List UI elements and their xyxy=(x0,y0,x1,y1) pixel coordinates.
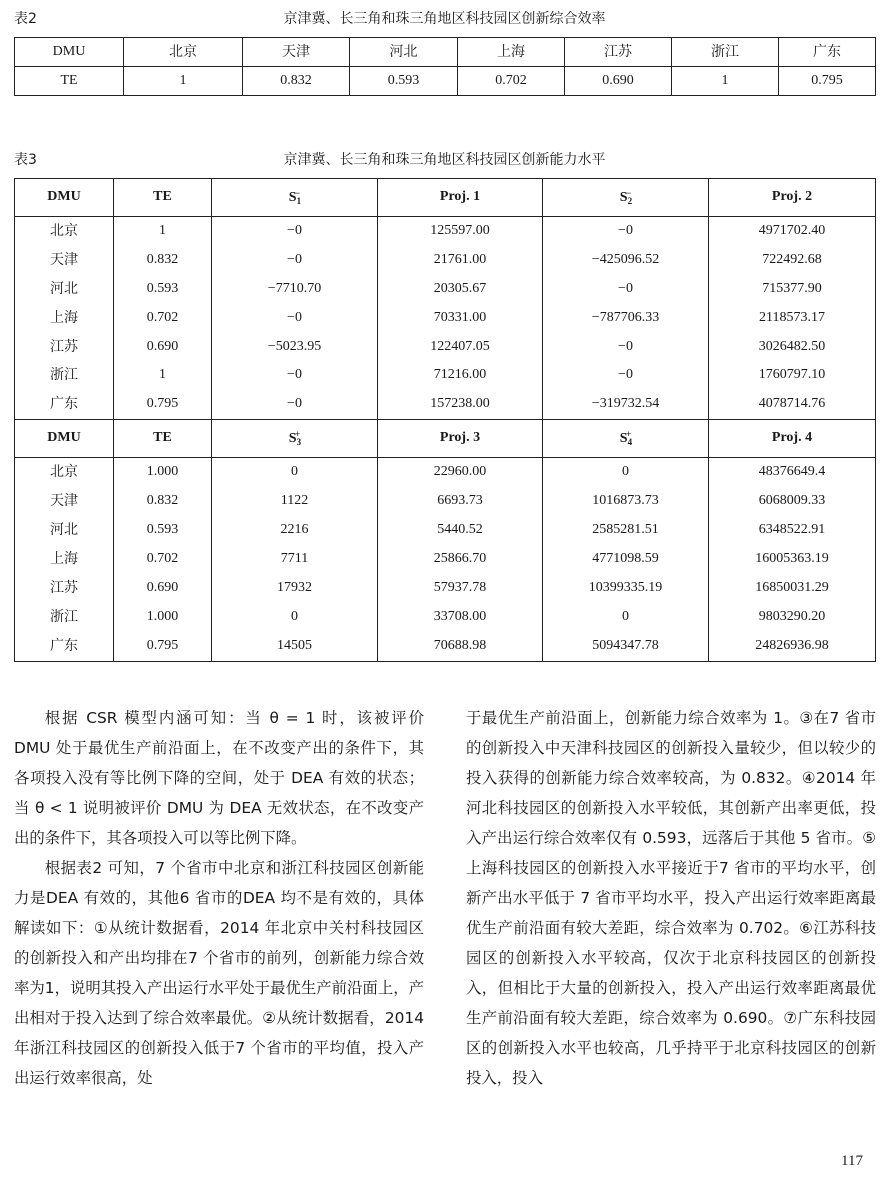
table3-cell: −5023.95 xyxy=(212,333,378,362)
table2-cell: 0.593 xyxy=(350,67,458,96)
table3-cell: 17932 xyxy=(212,574,378,603)
col-dmu: DMU xyxy=(15,420,114,458)
col-proj1: Proj. 1 xyxy=(378,179,543,217)
table3-cell: −425096.52 xyxy=(543,246,709,275)
table3-cell: −0 xyxy=(543,275,709,304)
table2-header-cell: 河北 xyxy=(350,38,458,67)
table3-cell: −0 xyxy=(212,304,378,333)
table2-cell: 0.690 xyxy=(565,67,672,96)
table3-cell: 1122 xyxy=(212,487,378,516)
table3-cell: 6693.73 xyxy=(378,487,543,516)
table3-cell: 1 xyxy=(114,361,212,390)
col-proj4: Proj. 4 xyxy=(709,420,876,458)
province-cell: 江苏 xyxy=(15,574,114,603)
table3-cell: 0.690 xyxy=(114,333,212,362)
table3-cell: 5440.52 xyxy=(378,516,543,545)
table3-cell: 0 xyxy=(212,458,378,487)
table3-cell: 14505 xyxy=(212,632,378,661)
table3-cell: 10399335.19 xyxy=(543,574,709,603)
table-row xyxy=(15,246,876,275)
table3-cell: −787706.33 xyxy=(543,304,709,333)
table3-cell: 1.000 xyxy=(114,603,212,632)
paragraph: 于最优生产前沿面上，创新能力综合效率为 1。③在7 省市的创新投入中天津科技园区的创新投入量较少，但以较少的投入获得的创新能力综合效率较高，为 0.832。④2014 年河北科技园区的创新投入水平较低，其创新产出率更低，投入产出运行综合效率仅有 0.593，远落后于其他 5 省市。⑤上海科技园区的创新投入水平接近于7 省市的平均水平，创新产出水平低于 7 省市平均水平，投入产出运行效率距离最优生产前沿面有较大差距，综合效率为 0.702。⑥江苏科技园区的创新投入水平较高，仅次于北京科技园区的创新投入，但相比于大量的创新投入，投入产出运行效率距离最优生产前沿面有较大差距，综合效率为 0.690。⑦广东科技园区的创新投入水平也较高，几乎持平于北京科技园区的创新投入，投入 xyxy=(466,709,876,1087)
table3-cell: 715377.90 xyxy=(709,275,876,304)
table-row xyxy=(15,516,876,545)
table3-cell: 71216.00 xyxy=(378,361,543,390)
table3-cell: 0.702 xyxy=(114,304,212,333)
table3-number: 表3 xyxy=(14,152,37,168)
province-cell: 河北 xyxy=(15,275,114,304)
table2-header-cell: 北京 xyxy=(124,38,243,67)
table3-cell: 1760797.10 xyxy=(709,361,876,390)
table2-cell: 1 xyxy=(124,67,243,96)
table3-cell: 7711 xyxy=(212,545,378,574)
table3-cell: 1 xyxy=(114,216,212,245)
table3-cell: 2585281.51 xyxy=(543,516,709,545)
table-row xyxy=(15,603,876,632)
table2-cell: 0.702 xyxy=(458,67,565,96)
table-row xyxy=(15,574,876,603)
table3-cell: 4771098.59 xyxy=(543,545,709,574)
province-cell: 北京 xyxy=(15,216,114,245)
table3-cell: −0 xyxy=(543,333,709,362)
table3-cell: 5094347.78 xyxy=(543,632,709,661)
table3-cell: 157238.00 xyxy=(378,390,543,419)
table2-number: 表2 xyxy=(14,11,37,27)
province-cell: 河北 xyxy=(15,516,114,545)
table-row xyxy=(15,632,876,661)
table2-header-cell: 上海 xyxy=(458,38,565,67)
table3-cell: −0 xyxy=(212,361,378,390)
province-cell: 江苏 xyxy=(15,333,114,362)
body-right-column xyxy=(466,703,876,1093)
table3-cell: 1.000 xyxy=(114,458,212,487)
table3-cell: 2216 xyxy=(212,516,378,545)
col-s1: $S_1^-$ xyxy=(212,179,378,217)
table3-cell: 24826936.98 xyxy=(709,632,876,661)
table3-cell: 22960.00 xyxy=(378,458,543,487)
table3-cell: 0.593 xyxy=(114,275,212,304)
table3-cell: 20305.67 xyxy=(378,275,543,304)
table3-cell: 9803290.20 xyxy=(709,603,876,632)
table-row xyxy=(15,67,876,96)
table3-caption xyxy=(14,149,875,171)
table-row xyxy=(15,458,876,487)
body-left-column xyxy=(14,703,424,1093)
table3-cell: 25866.70 xyxy=(378,545,543,574)
table3-cell: 4971702.40 xyxy=(709,216,876,245)
table2-cell: TE xyxy=(15,67,124,96)
table3-title: 京津冀、长三角和珠三角地区科技园区创新能力水平 xyxy=(283,152,606,168)
table2-title: 京津冀、长三角和珠三角地区科技园区创新综合效率 xyxy=(283,11,606,27)
table-row xyxy=(15,545,876,574)
col-te: TE xyxy=(114,179,212,217)
col-s3: $S_3^+$ xyxy=(212,420,378,458)
table2-header-cell: 广东 xyxy=(779,38,876,67)
table3-cell: −0 xyxy=(543,361,709,390)
table3-cell: −0 xyxy=(212,216,378,245)
table3-cell: 33708.00 xyxy=(378,603,543,632)
province-cell: 天津 xyxy=(15,487,114,516)
page-number: 117 xyxy=(841,1153,863,1169)
table2-header-cell: 天津 xyxy=(243,38,350,67)
table3-cell: 0.832 xyxy=(114,246,212,275)
table3 xyxy=(14,178,876,662)
province-cell: 上海 xyxy=(15,304,114,333)
table-row xyxy=(15,390,876,419)
col-proj2: Proj. 2 xyxy=(709,179,876,217)
province-cell: 上海 xyxy=(15,545,114,574)
table3-cell: 0.795 xyxy=(114,390,212,419)
table3-cell: 1016873.73 xyxy=(543,487,709,516)
table2-header-cell: 浙江 xyxy=(672,38,779,67)
table-row xyxy=(15,361,876,390)
table3-cell: 4078714.76 xyxy=(709,390,876,419)
table2-cell: 0.795 xyxy=(779,67,876,96)
col-te: TE xyxy=(114,420,212,458)
table-row xyxy=(15,333,876,362)
table3-cell: 70331.00 xyxy=(378,304,543,333)
table3-cell: 21761.00 xyxy=(378,246,543,275)
province-cell: 天津 xyxy=(15,246,114,275)
table3-cell: −319732.54 xyxy=(543,390,709,419)
table3-cell: 48376649.4 xyxy=(709,458,876,487)
table-row xyxy=(15,275,876,304)
province-cell: 浙江 xyxy=(15,603,114,632)
col-proj3: Proj. 3 xyxy=(378,420,543,458)
table3-cell: 0 xyxy=(543,603,709,632)
table3-cell: −7710.70 xyxy=(212,275,378,304)
province-cell: 浙江 xyxy=(15,361,114,390)
table2 xyxy=(14,37,876,96)
table3-cell: 16005363.19 xyxy=(709,545,876,574)
province-cell: 广东 xyxy=(15,632,114,661)
col-dmu: DMU xyxy=(15,179,114,217)
table3-cell: 0 xyxy=(212,603,378,632)
table3-cell: 70688.98 xyxy=(378,632,543,661)
table-row xyxy=(15,216,876,245)
table2-header-cell: 江苏 xyxy=(565,38,672,67)
table3-cell: 125597.00 xyxy=(378,216,543,245)
table2-cell: 0.832 xyxy=(243,67,350,96)
province-cell: 广东 xyxy=(15,390,114,419)
province-cell: 北京 xyxy=(15,458,114,487)
paragraph: 根据表2 可知，7 个省市中北京和浙江科技园区创新能力是DEA 有效的，其他6 省市的DEA 均不是有效的，具体解读如下：①从统计数据看，2014 年北京中关村科技园区的创新投入和产出均排在7 个省市的前列，创新能力综合效率为1，说明其投入产出运行水平处于最优生产前沿面上，产出相对于投入达到了综合效率最优。②从统计数据看，2014 年浙江科技园区的创新投入低于7 个省市的平均值，投入产出运行效率很高，处 xyxy=(14,859,424,1087)
col-s4: $S_4^+$ xyxy=(543,420,709,458)
table3-cell: 6348522.91 xyxy=(709,516,876,545)
table3-cell: 722492.68 xyxy=(709,246,876,275)
table3-cell: 0.795 xyxy=(114,632,212,661)
table-row xyxy=(15,304,876,333)
table3-cell: 122407.05 xyxy=(378,333,543,362)
table2-header-cell: DMU xyxy=(15,38,124,67)
table3-cell: 0 xyxy=(543,458,709,487)
table3-cell: 0.702 xyxy=(114,545,212,574)
table3-cell: 0.593 xyxy=(114,516,212,545)
col-s2: $S_2^-$ xyxy=(543,179,709,217)
table3-cell: 16850031.29 xyxy=(709,574,876,603)
table3-cell: 2118573.17 xyxy=(709,304,876,333)
table3-cell: 6068009.33 xyxy=(709,487,876,516)
table3-cell: 3026482.50 xyxy=(709,333,876,362)
table-row xyxy=(15,487,876,516)
paragraph: 根据 CSR 模型内涵可知：当 θ = 1 时，该被评价 DMU 处于最优生产前沿面上，在不改变产出的条件下，其各项投入没有等比例下降的空间，处于 DEA 有效的状态；当 θ < 1 说明被评价 DMU 为 DEA 无效状态，在不改变产出的条件下，其各项投入可以等比例下降。 xyxy=(14,709,424,847)
table2-caption xyxy=(14,8,875,30)
table3-cell: −0 xyxy=(212,246,378,275)
table3-cell: −0 xyxy=(212,390,378,419)
table2-cell: 1 xyxy=(672,67,779,96)
table3-cell: 57937.78 xyxy=(378,574,543,603)
table3-cell: 0.832 xyxy=(114,487,212,516)
table3-cell: −0 xyxy=(543,216,709,245)
table3-cell: 0.690 xyxy=(114,574,212,603)
